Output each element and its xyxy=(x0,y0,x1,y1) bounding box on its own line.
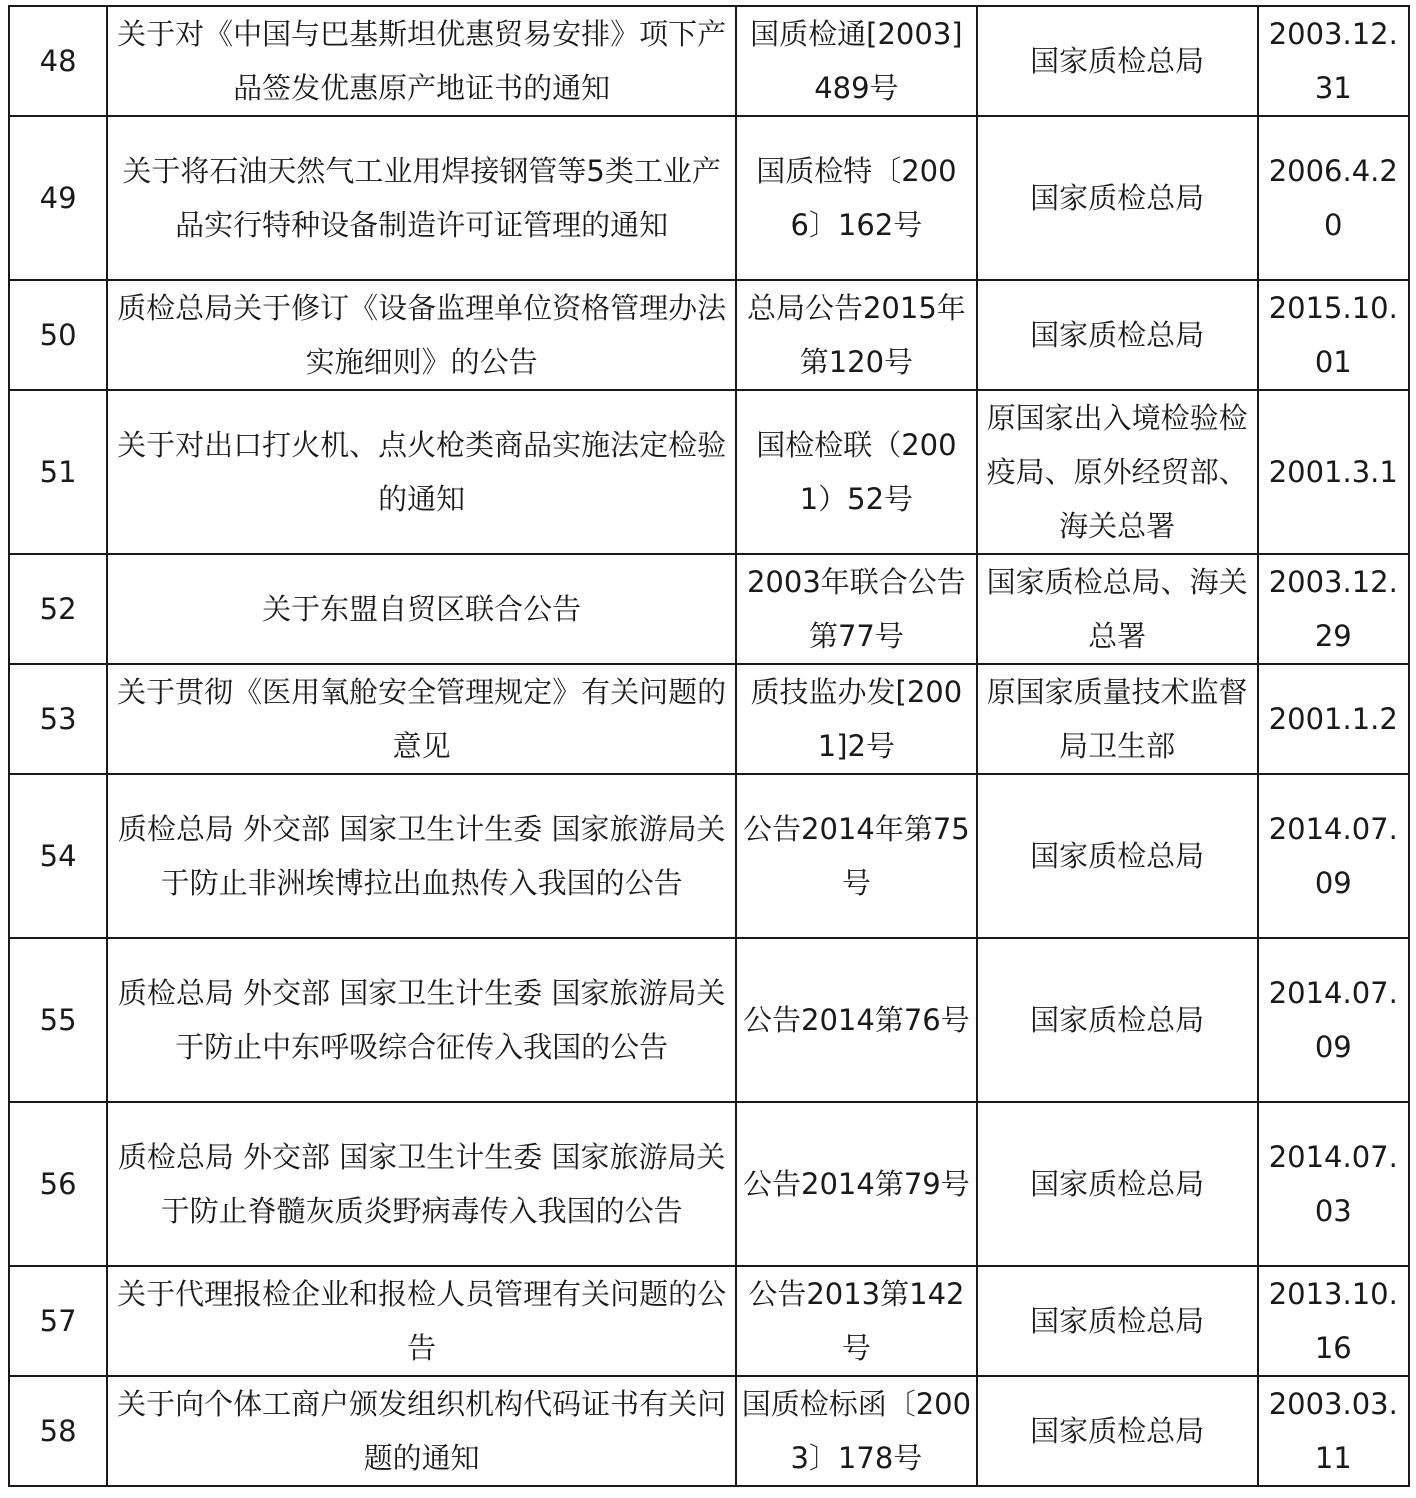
row-number: 50 xyxy=(9,280,107,390)
table-row xyxy=(9,774,1409,938)
document-number: 总局公告2015年第120号 xyxy=(736,280,977,390)
document-number: 国质检特〔2006〕162号 xyxy=(736,116,977,280)
table-row xyxy=(9,554,1409,664)
document-title: 关于代理报检企业和报检人员管理有关问题的公告 xyxy=(107,1266,736,1376)
issue-date: 2001.3.1 xyxy=(1258,390,1409,554)
issuing-authority: 国家质检总局 xyxy=(977,1266,1258,1376)
table-row xyxy=(9,280,1409,390)
document-title: 关于对《中国与巴基斯坦优惠贸易安排》项下产品签发优惠原产地证书的通知 xyxy=(107,6,736,116)
table-row xyxy=(9,390,1409,554)
issuing-authority: 原国家质量技术监督局卫生部 xyxy=(977,664,1258,774)
table-row xyxy=(9,1266,1409,1376)
document-title: 质检总局关于修订《设备监理单位资格管理办法实施细则》的公告 xyxy=(107,280,736,390)
row-number: 54 xyxy=(9,774,107,938)
document-number: 公告2014年第75号 xyxy=(736,774,977,938)
document-title: 质检总局 外交部 国家卫生计生委 国家旅游局关于防止脊髓灰质炎野病毒传入我国的公告 xyxy=(107,1102,736,1266)
table-row xyxy=(9,116,1409,280)
document-title: 质检总局 外交部 国家卫生计生委 国家旅游局关于防止非洲埃博拉出血热传入我国的公告 xyxy=(107,774,736,938)
issue-date: 2014.07.09 xyxy=(1258,938,1409,1102)
document-number: 国检检联（2001）52号 xyxy=(736,390,977,554)
document-title: 关于贯彻《医用氧舱安全管理规定》有关问题的意见 xyxy=(107,664,736,774)
document-number: 公告2014第76号 xyxy=(736,938,977,1102)
issue-date: 2003.12.29 xyxy=(1258,554,1409,664)
issue-date: 2013.10.16 xyxy=(1258,1266,1409,1376)
issue-date: 2003.03.11 xyxy=(1258,1376,1409,1486)
issuing-authority: 国家质检总局 xyxy=(977,1376,1258,1486)
issue-date: 2003.12.31 xyxy=(1258,6,1409,116)
document-number: 2003年联合公告第77号 xyxy=(736,554,977,664)
issue-date: 2014.07.09 xyxy=(1258,774,1409,938)
document-number: 国质检通[2003]489号 xyxy=(736,6,977,116)
row-number: 53 xyxy=(9,664,107,774)
issuing-authority: 国家质检总局 xyxy=(977,1102,1258,1266)
issuing-authority: 国家质检总局 xyxy=(977,6,1258,116)
table-row xyxy=(9,6,1409,116)
document-title: 质检总局 外交部 国家卫生计生委 国家旅游局关于防止中东呼吸综合征传入我国的公告 xyxy=(107,938,736,1102)
table-row xyxy=(9,1102,1409,1266)
issuing-authority: 原国家出入境检验检疫局、原外经贸部、海关总署 xyxy=(977,390,1258,554)
row-number: 51 xyxy=(9,390,107,554)
document-title: 关于东盟自贸区联合公告 xyxy=(107,554,736,664)
document-number: 公告2013第142号 xyxy=(736,1266,977,1376)
row-number: 58 xyxy=(9,1376,107,1486)
issuing-authority: 国家质检总局 xyxy=(977,116,1258,280)
document-number: 国质检标函〔2003〕178号 xyxy=(736,1376,977,1486)
row-number: 55 xyxy=(9,938,107,1102)
issue-date: 2015.10.01 xyxy=(1258,280,1409,390)
document-title: 关于向个体工商户颁发组织机构代码证书有关问题的通知 xyxy=(107,1376,736,1486)
issuing-authority: 国家质检总局、海关总署 xyxy=(977,554,1258,664)
regulations-table xyxy=(8,5,1410,1487)
row-number: 52 xyxy=(9,554,107,664)
issuing-authority: 国家质检总局 xyxy=(977,774,1258,938)
table-row xyxy=(9,1376,1409,1486)
issuing-authority: 国家质检总局 xyxy=(977,280,1258,390)
issue-date: 2006.4.20 xyxy=(1258,116,1409,280)
row-number: 49 xyxy=(9,116,107,280)
table-row xyxy=(9,664,1409,774)
issuing-authority: 国家质检总局 xyxy=(977,938,1258,1102)
issue-date: 2001.1.2 xyxy=(1258,664,1409,774)
document-number: 质技监办发[2001]2号 xyxy=(736,664,977,774)
document-number: 公告2014第79号 xyxy=(736,1102,977,1266)
issue-date: 2014.07.03 xyxy=(1258,1102,1409,1266)
row-number: 56 xyxy=(9,1102,107,1266)
row-number: 48 xyxy=(9,6,107,116)
table-body xyxy=(9,6,1409,1486)
row-number: 57 xyxy=(9,1266,107,1376)
document-title: 关于将石油天然气工业用焊接钢管等5类工业产品实行特种设备制造许可证管理的通知 xyxy=(107,116,736,280)
table-row xyxy=(9,938,1409,1102)
document-title: 关于对出口打火机、点火枪类商品实施法定检验的通知 xyxy=(107,390,736,554)
